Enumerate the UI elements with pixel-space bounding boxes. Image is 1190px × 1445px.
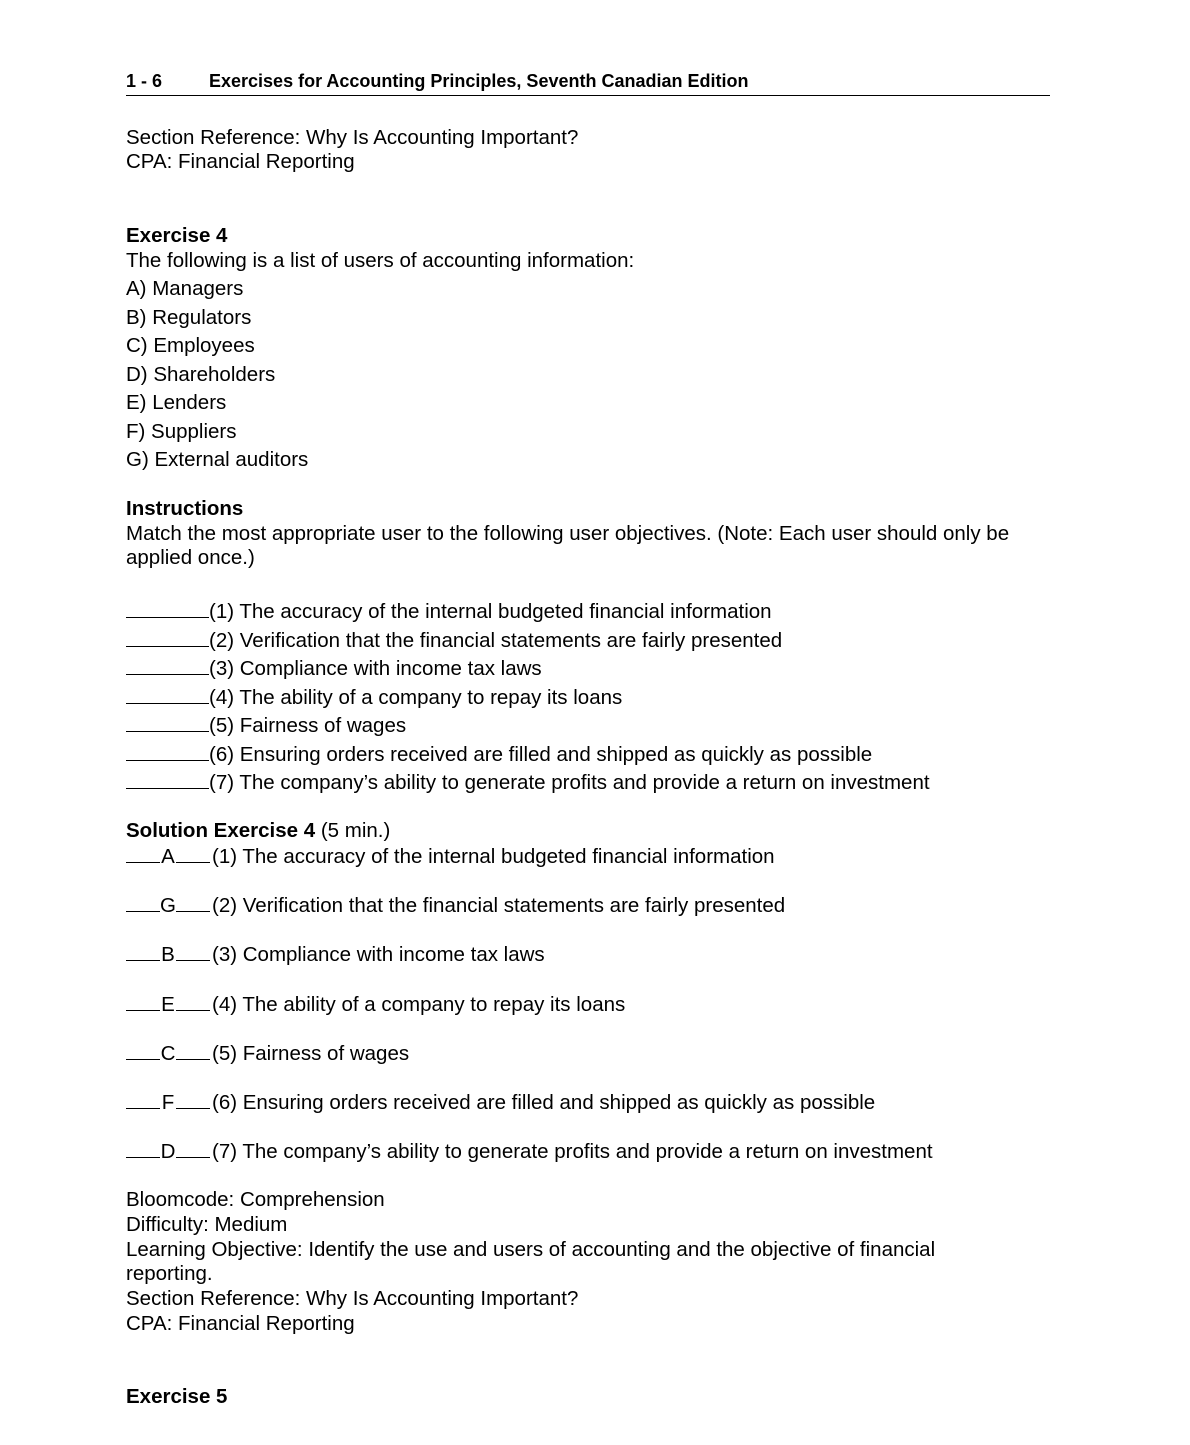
running-header [126, 70, 748, 92]
answer-letter: G [160, 894, 176, 917]
cpa-reference: CPA: Financial Reporting [126, 1312, 355, 1335]
learning-objective-cont: reporting. [126, 1262, 213, 1285]
instructions-text: applied once.) [126, 546, 255, 569]
answer-row [126, 844, 775, 869]
instructions-text: Match the most appropriate user to the following user objectives. (Note: Each user should only be [126, 522, 1010, 545]
answer-text: (6) Ensuring orders received are filled and shipped as quickly as possible [212, 1091, 876, 1114]
answer-letter: C [160, 1042, 176, 1065]
answer-text: (1) The accuracy of the internal budgeted financial information [212, 845, 775, 868]
answer-text: (7) The company’s ability to generate profits and provide a return on investment [212, 1140, 933, 1163]
answer-blank [126, 599, 209, 618]
answer-blank [126, 656, 209, 675]
instructions-title: Instructions [126, 497, 244, 520]
objective-row [126, 599, 772, 624]
answer-blank [126, 770, 209, 789]
answer-blank [126, 685, 209, 704]
objective-row [126, 656, 542, 681]
objective-row [126, 713, 406, 738]
objective-row [126, 685, 622, 710]
header-rule [126, 95, 1050, 96]
learning-objective: Learning Objective: Identify the use and users of accounting and the objective of financial [126, 1238, 936, 1261]
answer-text: (5) Fairness of wages [212, 1042, 410, 1065]
objective-text: (2) Verification that the financial statements are fairly presented [209, 629, 783, 652]
solution-title: Solution Exercise 4 [126, 819, 316, 842]
objective-text: (6) Ensuring orders received are filled and shipped as quickly as possible [209, 743, 873, 766]
answer-text: (3) Compliance with income tax laws [212, 943, 545, 966]
user-item: A) Managers [126, 277, 244, 300]
section-reference: Section Reference: Why Is Accounting Important? [126, 126, 579, 149]
objective-text: (1) The accuracy of the internal budgeted financial information [209, 600, 772, 623]
objective-text: (7) The company’s ability to generate profits and provide a return on investment [209, 771, 930, 794]
answer-row [126, 992, 625, 1017]
objective-text: (5) Fairness of wages [209, 714, 407, 737]
answer-letter: F [161, 1091, 175, 1114]
answer-row [126, 1139, 933, 1164]
cpa-reference: CPA: Financial Reporting [126, 150, 355, 173]
user-item: E) Lenders [126, 391, 227, 414]
answer-text: (4) The ability of a company to repay its loans [212, 993, 626, 1016]
answer-row [126, 942, 545, 967]
answer-letter: E [161, 993, 175, 1016]
answer-row [126, 1041, 409, 1066]
section-reference: Section Reference: Why Is Accounting Important? [126, 1287, 579, 1310]
exercise-title: Exercise 4 [126, 224, 228, 247]
answer-blank [126, 628, 209, 647]
solution-heading [126, 819, 390, 843]
exercise-intro: The following is a list of users of accounting information: [126, 249, 635, 272]
next-exercise-title: Exercise 5 [126, 1385, 228, 1408]
objective-row [126, 628, 782, 653]
answer-blank [126, 742, 209, 761]
answer-letter: A [161, 845, 175, 868]
difficulty: Difficulty: Medium [126, 1213, 288, 1236]
bloomcode: Bloomcode: Comprehension [126, 1188, 385, 1211]
user-item: B) Regulators [126, 306, 252, 329]
page-number: 1 - 6 [126, 71, 163, 91]
answer-blank [126, 713, 209, 732]
objective-row [126, 770, 930, 795]
user-item: D) Shareholders [126, 363, 276, 386]
user-item: F) Suppliers [126, 420, 237, 443]
answer-letter: D [160, 1140, 176, 1163]
objective-text: (4) The ability of a company to repay its loans [209, 686, 623, 709]
objective-text: (3) Compliance with income tax laws [209, 657, 542, 680]
answer-text: (2) Verification that the financial statements are fairly presented [212, 894, 786, 917]
objective-row [126, 742, 872, 767]
user-item: C) Employees [126, 334, 255, 357]
answer-row [126, 893, 785, 918]
answer-row [126, 1090, 875, 1115]
user-item: G) External auditors [126, 448, 309, 471]
solution-time: (5 min.) [320, 819, 391, 842]
answer-letter: B [161, 943, 175, 966]
book-title: Exercises for Accounting Principles, Seventh Canadian Edition [209, 71, 749, 91]
